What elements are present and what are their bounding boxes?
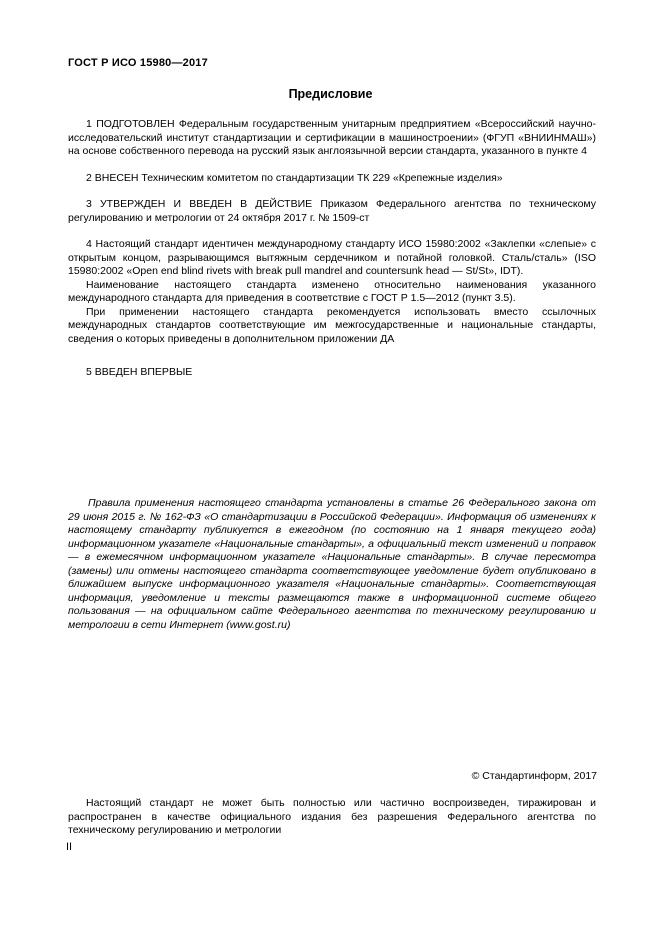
foreword-section bbox=[68, 118, 596, 380]
foreword-item-3: 3 УТВЕРЖДЕН И ВВЕДЕН В ДЕЙСТВИЕ Приказом Федерального агентства по техническому регулированию и метрологии от 24 октября 2017 г. № 1509-ст bbox=[68, 198, 596, 224]
foreword-item-5: 5 ВВЕДЕН ВПЕРВЫЕ bbox=[86, 366, 193, 378]
foreword-item-4-paragraph-3: При применении настоящего стандарта рекомендуется использовать вместо ссылочных международных стандартов соответствующие им межгосударственные и национальные стандарты, сведения о которых приведены в дополнительном приложении ДА bbox=[68, 305, 596, 345]
reproduction-restriction: Настоящий стандарт не может быть полностью или частично воспроизведен, тиражирован и распространен в качестве официального издания без разрешения Федерального агентства по техническому регулированию и метрологии bbox=[68, 797, 596, 836]
foreword-item-4-paragraph-1: 4 Настоящий стандарт идентичен международному стандарту ИСО 15980:2002 «Заклепки «слепые» с открытым концом, разрывающимся вытяжным сердечником и потайной головкой. Сталь/сталь» (ISO 15980:2002 «Open end blind rivets with break pull mandrel and countersunk head — St/St», IDT). bbox=[68, 238, 596, 277]
legal-application-notice: Правила применения настоящего стандарта установлены в статье 26 Федерального закона от 29 июня 2015 г. № 162-ФЗ «О стандартизации в Российской Федерации». Информация об изменениях к настоящему стандарту публикуется в ежегодном (по состоянию на 1 января текущего года) информационном указателе «Национальные стандарты», а официальный текст изменений и поправок — в ежемесячном информационном указателе «Национальные стандарты». В случае пересмотра (замены) или отмены настоящего стандарта соответствующее уведомление будет опубликовано в ближайшем выпуске информационного указателя «Национальные стандарты». Соответствующая информация, уведомление и тексты размещаются также в информационной системе общего пользования — на официальном сайте Федерального агентства по техническому регулированию и метрологии в сети Интернет (www.gost.ru) bbox=[68, 497, 596, 631]
copyright-notice: © Стандартинформ, 2017 bbox=[471, 770, 597, 782]
foreword-item-2: 2 ВНЕСЕН Техническим комитетом по стандартизации ТК 229 «Крепежные изделия» bbox=[86, 171, 503, 184]
page-title: Предисловие bbox=[288, 87, 373, 101]
page-number: II bbox=[66, 841, 73, 853]
foreword-item-1: 1 ПОДГОТОВЛЕН Федеральным государственным унитарным предприятием «Всероссийский научно-исследовательский институт стандартизации и сертификации в машиностроении» (ФГУП «ВНИИНМАШ») на основе собственного перевода на русский язык англоязычной версии стандарта, указанного в пункте 4 bbox=[68, 118, 596, 157]
foreword-item-4-paragraph-2: Наименование настоящего стандарта изменено относительно наименования указанного международного стандарта для приведения в соответствие с ГОСТ Р 1.5—2012 (пункт 3.5). bbox=[68, 278, 596, 304]
document-code: ГОСТ Р ИСО 15980—2017 bbox=[68, 57, 208, 69]
foreword-item-4 bbox=[68, 238, 596, 346]
